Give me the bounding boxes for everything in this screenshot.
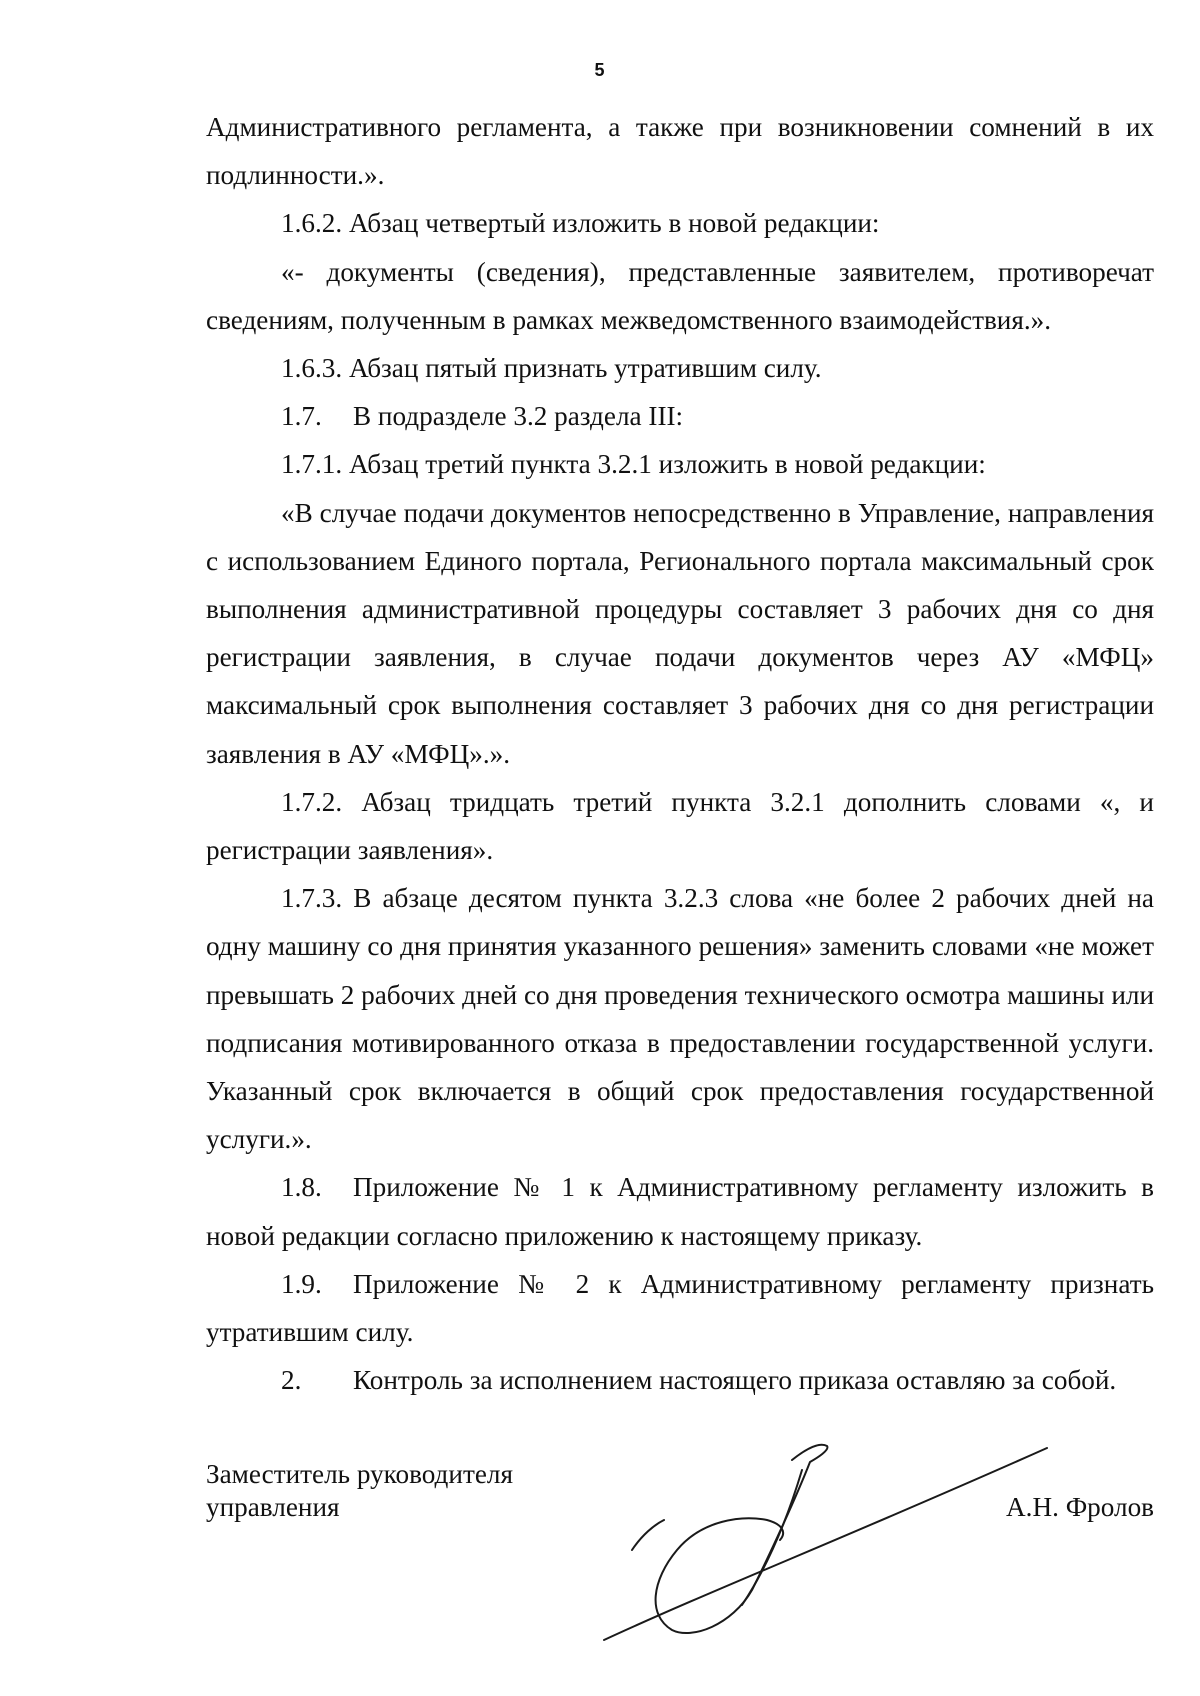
paragraph-text: Приложение № 1 к Административному регламенту изложить в новой редакции согласно приложению к настоящему приказу. [206, 1172, 1154, 1251]
paragraph-number: 1.7. [281, 401, 322, 432]
paragraph: «В случае подачи документов непосредственно в Управление, направления с использованием Единого портала, Регионального портала максимальный срок выполнения административной процедуры составляет 3 рабочих дня со дня регистрации заявления, в случае подачи документов через АУ «МФЦ» максимальный срок выполнения составляет 3 рабочих дня со дня регистрации заявления в АУ «МФЦ».». [206, 497, 1154, 769]
paragraph: 1.6.3. Абзац пятый признать утратившим силу. [281, 353, 822, 384]
signatory-name: А.Н. Фролов [1006, 1492, 1154, 1522]
handwritten-signature [592, 1440, 1052, 1650]
signatory-position-line: Заместитель руководителя [206, 1459, 513, 1489]
page-number: 5 [594, 60, 606, 80]
paragraph-text: В подразделе 3.2 раздела III: [353, 401, 684, 432]
signatory-position-line: управления [206, 1492, 340, 1522]
paragraph-text: Контроль за исполнением настоящего приказа оставляю за собой. [353, 1365, 1117, 1396]
numbered-paragraph [206, 392, 1154, 440]
paragraph: «- документы (сведения), представленные заявителем, противоречат сведениям, полученным в рамках межведомственного взаимодействия.». [206, 256, 1154, 335]
paragraph: 1.7.1. Абзац третий пункта 3.2.1 изложить в новой редакции: [281, 449, 986, 480]
signatory-position [206, 1458, 513, 1524]
paragraph: 1.7.3. В абзаце десятом пункта 3.2.3 слова «не более 2 рабочих дней на одну машину со дня принятия указанного решения» заменить словами «не может превышать 2 рабочих дней со дня проведения технического осмотра машины или подписания мотивированного отказа в предоставлении государственной услуги. Указанный срок включается в общий срок предоставления государственной услуги.». [206, 883, 1154, 1155]
paragraph-number: 1.9. [281, 1268, 322, 1299]
paragraph-number: 1.8. [281, 1172, 322, 1203]
numbered-paragraph [206, 1163, 1154, 1259]
paragraph: Административного регламента, а также при возникновении сомнений в их подлинности.». [206, 112, 1154, 191]
numbered-paragraph [206, 1356, 1154, 1404]
numbered-paragraph [206, 1260, 1154, 1356]
paragraph-text: Приложение № 2 к Административному регламенту признать утратившим силу. [206, 1268, 1154, 1348]
document-body [206, 103, 1154, 1404]
paragraph: 1.6.2. Абзац четвертый изложить в новой редакции: [281, 208, 880, 239]
paragraph: 1.7.2. Абзац тридцать третий пункта 3.2.1 дополнить словами «, и регистрации заявления». [206, 786, 1154, 866]
paragraph-number: 2. [281, 1365, 302, 1396]
